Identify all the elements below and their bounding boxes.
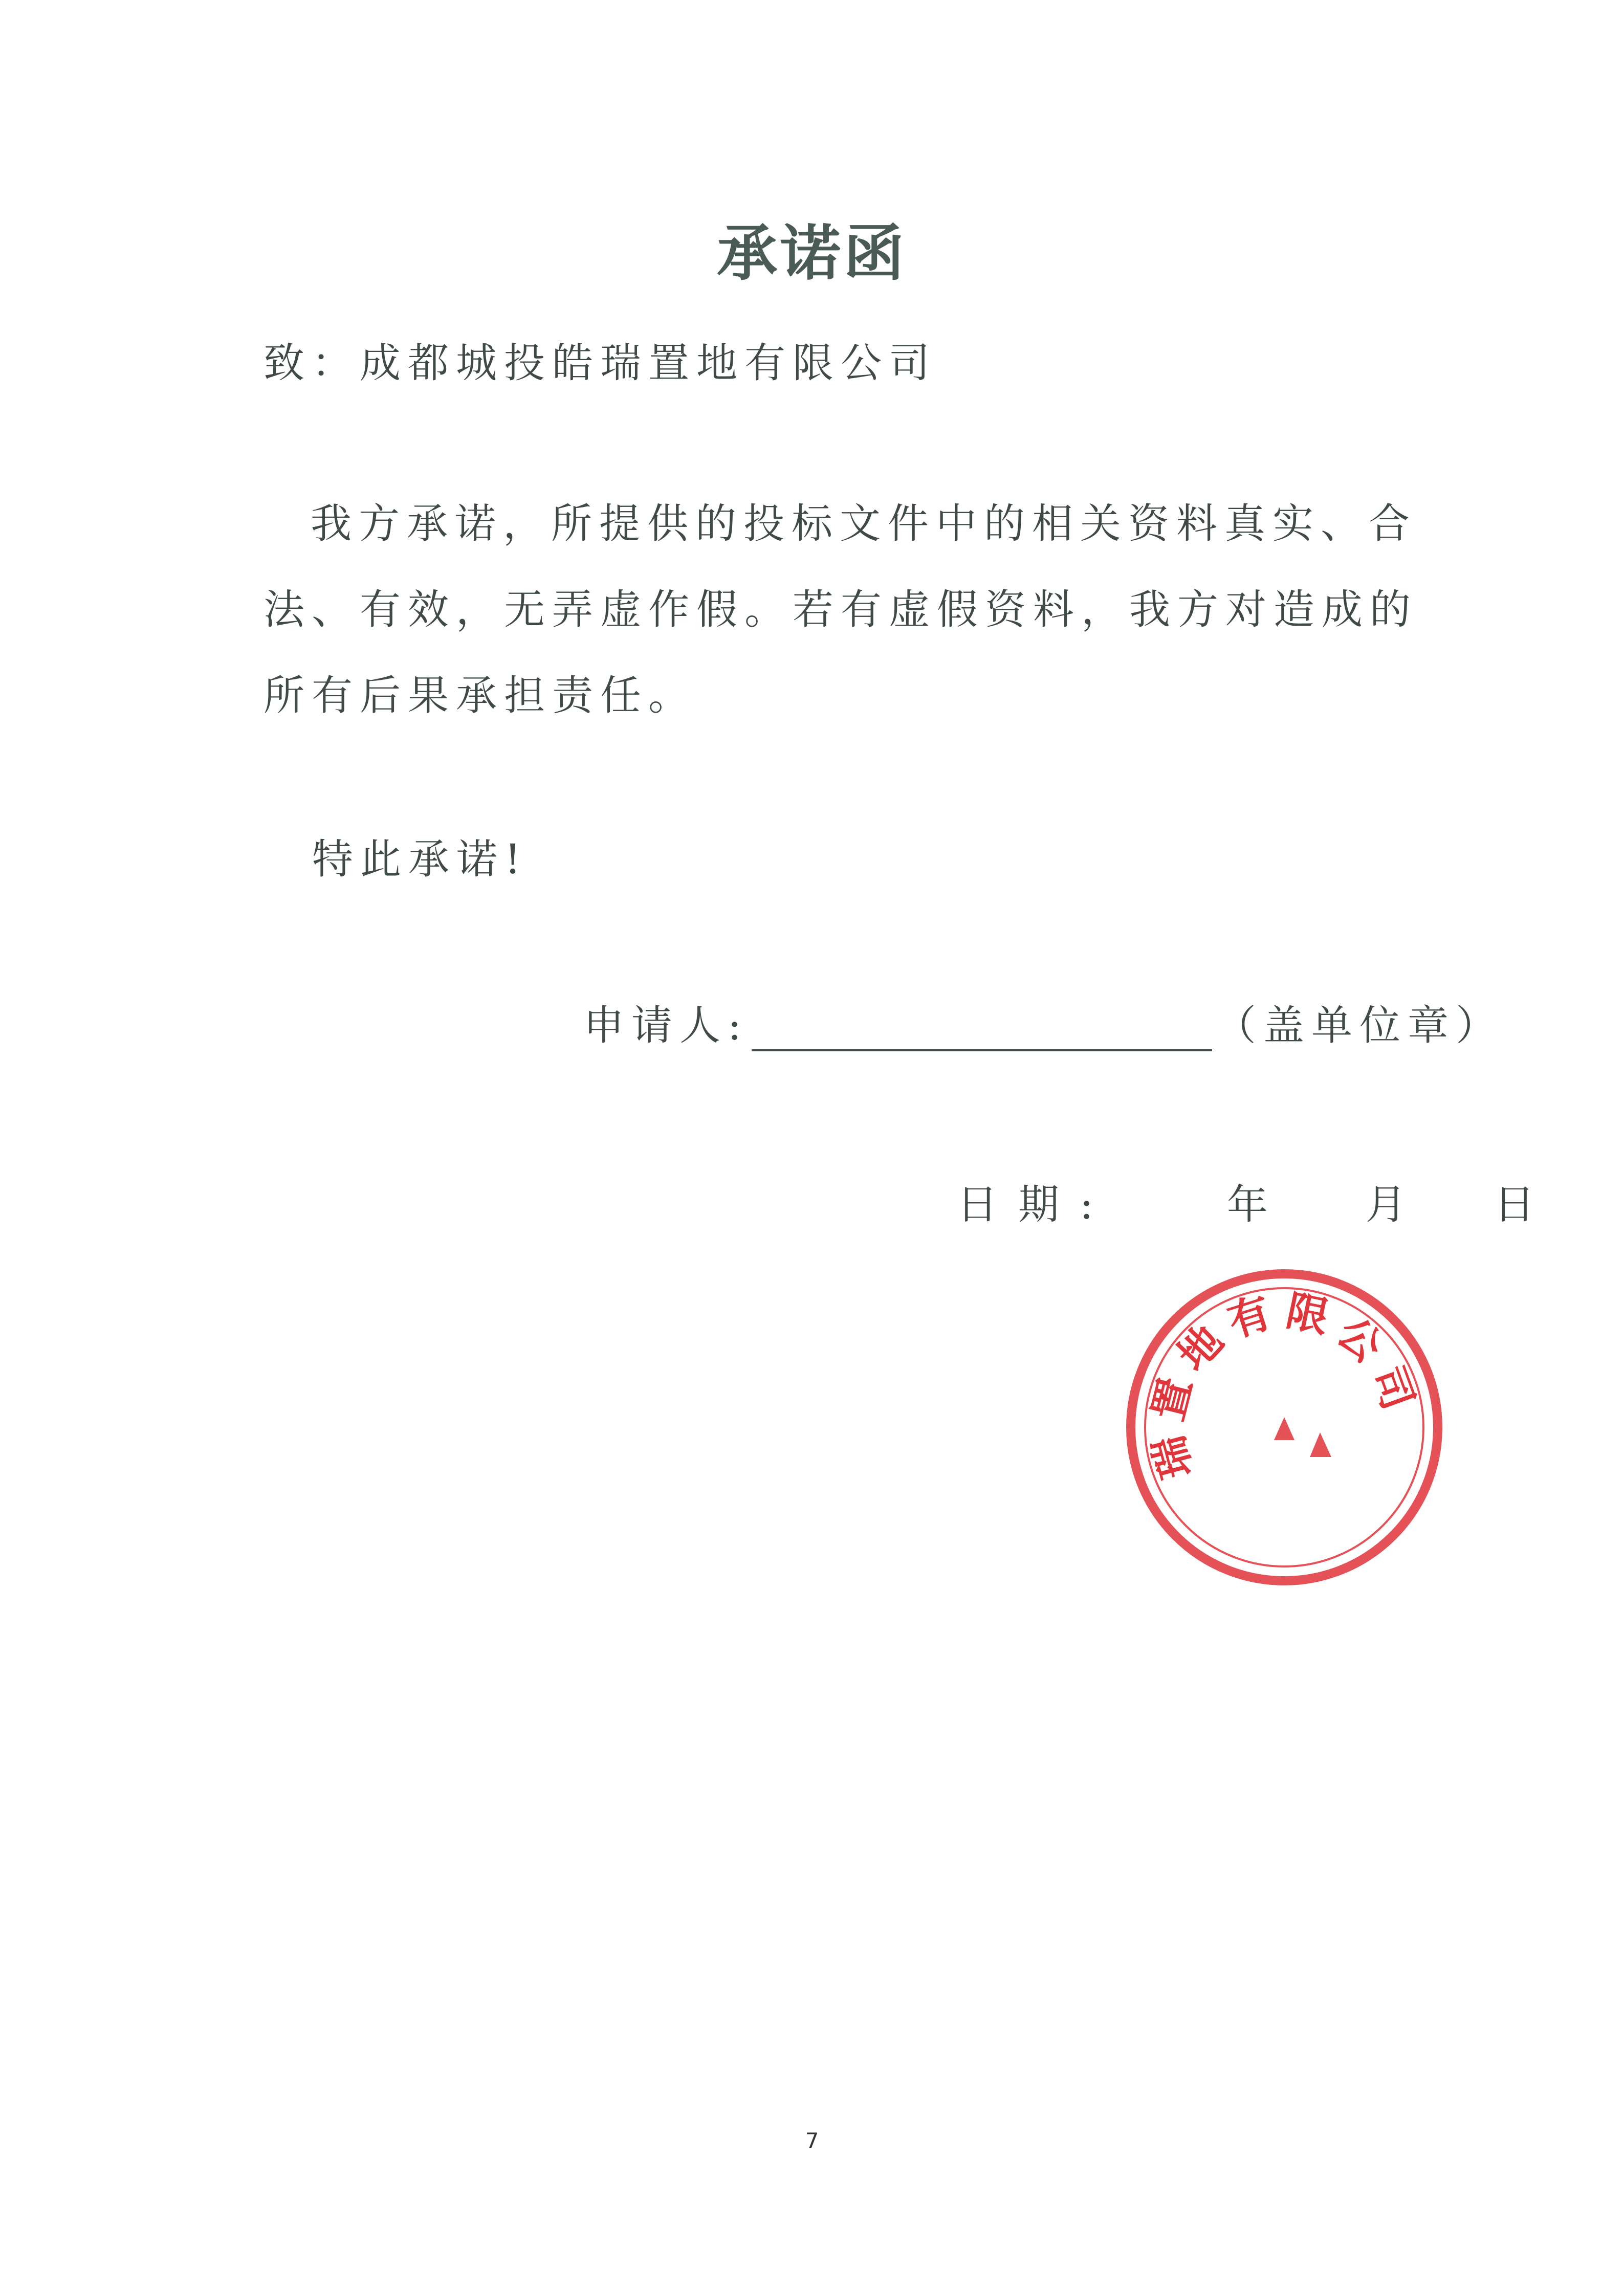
seal-character: 限 <box>1282 1286 1333 1343</box>
seal-character: 瑞 <box>1144 1430 1202 1484</box>
closing-line: 特此承诺! <box>312 835 529 883</box>
seal-character: 有 <box>1222 1288 1277 1348</box>
company-seal-stamp <box>1144 1264 1468 1591</box>
date-year-unit: 年 <box>1226 1181 1273 1228</box>
date-month-unit: 月 <box>1365 1181 1412 1228</box>
applicant-signature-row <box>583 992 1504 1051</box>
commitment-body: 我方承诺，所提供的投标文件中的相关资料真实、合法、有效，无弄虚作假。若有虚假资料，我方对造成的所有后果承担责任。 <box>264 500 1418 719</box>
date-day-unit: 日 <box>1494 1181 1540 1228</box>
applicant-seal-note: （盖单位章） <box>1215 1002 1504 1049</box>
page-number: 7 <box>805 2128 819 2153</box>
seal-character: 地 <box>1168 1316 1233 1380</box>
seal-character: 公 <box>1328 1308 1392 1373</box>
document-title: 承诺函 <box>716 218 907 289</box>
applicant-label: 申请人: <box>583 1002 749 1049</box>
addressee-line: 致：成都城投皓瑞置地有限公司 <box>264 339 937 387</box>
date-row <box>957 1172 1540 1230</box>
date-label: 日期: <box>957 1181 1114 1228</box>
seal-character: 司 <box>1362 1360 1423 1416</box>
seal-character: 置 <box>1144 1373 1201 1426</box>
applicant-blank-line <box>752 1008 1212 1051</box>
seal-graphic <box>1144 1264 1468 1591</box>
